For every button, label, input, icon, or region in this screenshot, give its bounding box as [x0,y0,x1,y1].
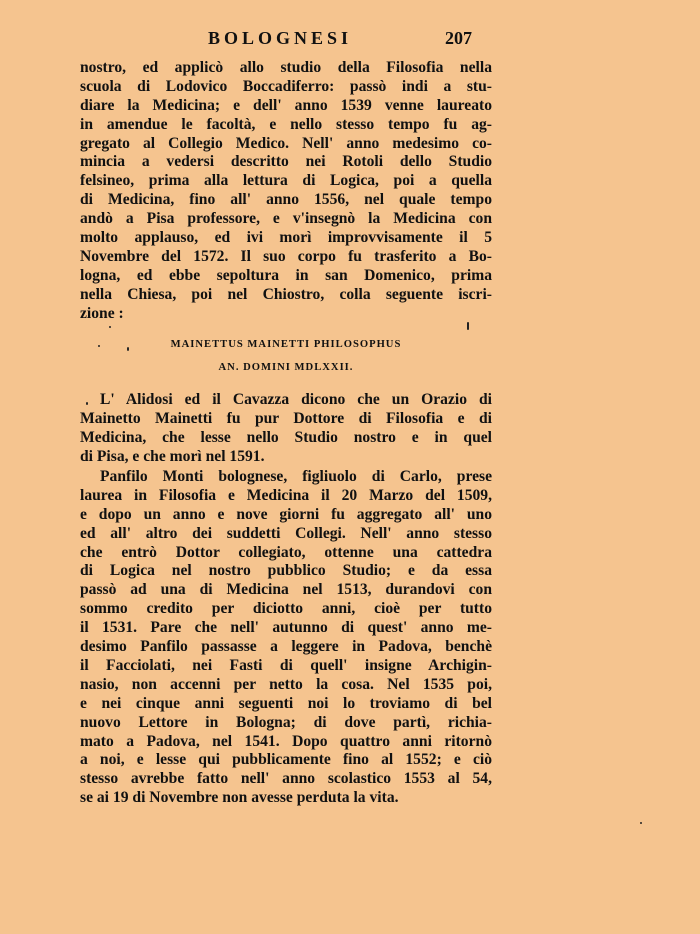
text-line: logna, ed ebbe sepoltura in san Domenico, prima [80,266,492,284]
text-line: di Pisa, e che morì nel 1591. [80,448,265,466]
text-line: e dopo un anno e nove giorni fu aggregato all' uno [80,505,492,523]
text-line: molto applauso, ed ivi morì improvvisamente il 5 [80,229,492,247]
text-line: in amendue le facoltà, e nello stesso tempo fu ag- [80,115,492,133]
main-text [80,59,492,808]
text-line: Novembre del 1572. Il suo corpo fu trasferito a Bo- [80,247,492,265]
text-line: passò ad una di Medicina nel 1513, durandovi con [80,581,492,599]
scan-speck [86,402,88,405]
text-line: stesso avrebbe fatto nell' anno scolastico 1553 al 54, [80,770,492,788]
text-line: nella Chiesa, poi nel Chiostro, colla seguente iscri- [80,285,492,303]
text-line: il Facciolati, nei Fasti di quell' insigne Archigin- [80,656,492,674]
text-line: il 1531. Pare che nell' autunno di quest' anno me- [80,619,492,637]
text-line: Medicina, che lesse nello Studio nostro e in quel [80,429,492,447]
text-line: mato a Padova, nel 1541. Dopo quattro anni ritornò [80,732,492,750]
text-line: laurea in Filosofia e Medicina il 20 Marzo del 1509, [80,486,492,504]
text-line: andò a Pisa professore, e v'insegnò la Medicina con [80,210,492,228]
inscription-line: AN. DOMINI MDLXXII. [218,362,354,374]
scan-speck [127,347,129,351]
running-head [80,28,472,52]
text-line: e nei cinque anni seguenti noi lo troviamo di bel [80,694,492,712]
text-line: Mainetto Mainetti fu pur Dottore di Filosofia e di [80,410,492,428]
text-line: felsineo, prima alla lettura di Logica, poi a quella [80,172,492,190]
text-line: desimo Panfilo passasse a leggere in Padova, benchè [80,638,492,656]
text-line: nasio, non accenni per netto la cosa. Nel 1535 poi, [80,675,492,693]
text-line: di Logica nel nostro pubblico Studio; e da essa [80,562,492,580]
text-line: scuola di Lodovico Boccadiferro: passò indi a stu- [80,77,492,95]
scan-speck [467,322,469,330]
text-line: diare la Medicina; e dell' anno 1539 venne laureato [80,96,492,114]
text-line: di Medicina, fino all' anno 1556, nel quale tempo [80,191,492,209]
page-number: 207 [445,28,472,48]
inscription-line: MAINETTUS MAINETTI PHILOSOPHUS [170,339,402,351]
running-title: BOLOGNESI [208,28,353,48]
text-line: che entrò Dottor collegiato, ottenne una cattedra [80,543,492,561]
text-line: a noi, e lesse qui pubblicamente fino al 1552; e ciò [80,751,492,769]
text-line: se ai 19 di Novembre non avesse perduta la vita. [80,789,399,807]
text-line: sommo credito per diciotto anni, cioè per tutto [80,600,492,618]
text-line: Panfilo Monti bolognese, figliuolo di Carlo, prese [100,468,492,486]
scan-speck [98,345,100,347]
text-line: nostro, ed applicò allo studio della Filosofia nella [80,59,492,76]
text-line: nuovo Lettore in Bologna; di dove partì, richia- [80,713,492,731]
scan-speck [109,326,111,328]
text-line: zione : [80,304,124,322]
text-line: mincia a vedersi descritto nei Rotoli dello Studio [80,153,492,171]
text-line: ed all' altro dei suddetti Collegi. Nell' anno stesso [80,524,492,542]
scan-speck [640,822,642,824]
text-line: L' Alidosi ed il Cavazza dicono che un Orazio di [100,391,492,409]
text-line: gregato al Collegio Medico. Nell' anno medesimo co- [80,134,492,152]
